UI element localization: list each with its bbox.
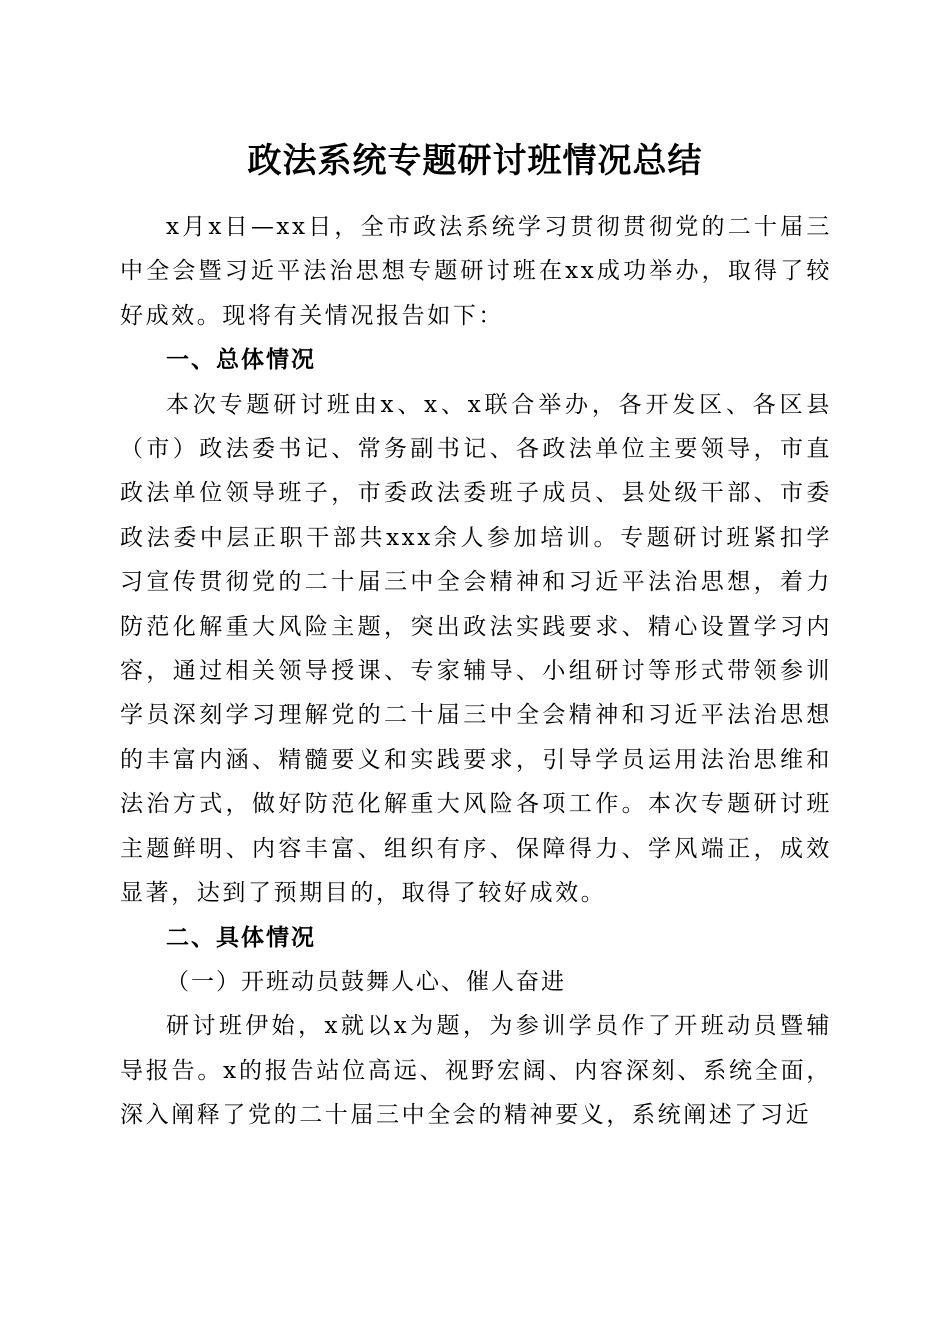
overall-paragraph: 本次专题研讨班由x、x、x联合举办，各开发区、各区县（市）政法委书记、常务副书记、各政法单位主要领导，市直政法单位领导班子，市委政法委班子成员、县处级干部、市委政法委中层正职干部共xxx余人参加培训。专题研讨班紧扣学习宣传贯彻党的二十届三中全会精神和习近平法治思想，着力防范化解重大风险主题，突出政法实践要求、精心设置学习内容，通过相关领导授课、专家辅导、小组研讨等形式带领参训学员深刻学习理解党的二十届三中全会精神和习近平法治思想的丰富内涵、精髓要义和实践要求，引导学员运用法治思维和法治方式，做好防范化解重大风险各项工作。本次专题研讨班主题鲜明、内容丰富、组织有序、保障得力、学风端正，成效显著，达到了预期目的，取得了较好成效。 xyxy=(120,391,832,907)
intro-paragraph: x月x日—xx日，全市政法系统学习贯彻贯彻党的二十届三中全会暨习近平法治思想专题研讨班在xx成功举办，取得了较好成效。现将有关情况报告如下： xyxy=(120,214,832,329)
section-heading-specific: 二、具体情况 xyxy=(166,924,316,951)
document-body xyxy=(120,205,832,1138)
document-title: 政法系统专题研讨班情况总结 xyxy=(247,141,703,181)
subsection-heading-opening: （一）开班动员鼓舞人心、催人奋进 xyxy=(166,968,566,995)
opening-paragraph: 研讨班伊始，x就以x为题，为参训学员作了开班动员暨辅导报告。x的报告站位高远、视野宏阔、内容深刻、系统全面，深入阐释了党的二十届三中全会的精神要义，系统阐述了习近 xyxy=(120,1013,832,1129)
section-heading-overall: 一、总体情况 xyxy=(166,347,316,374)
